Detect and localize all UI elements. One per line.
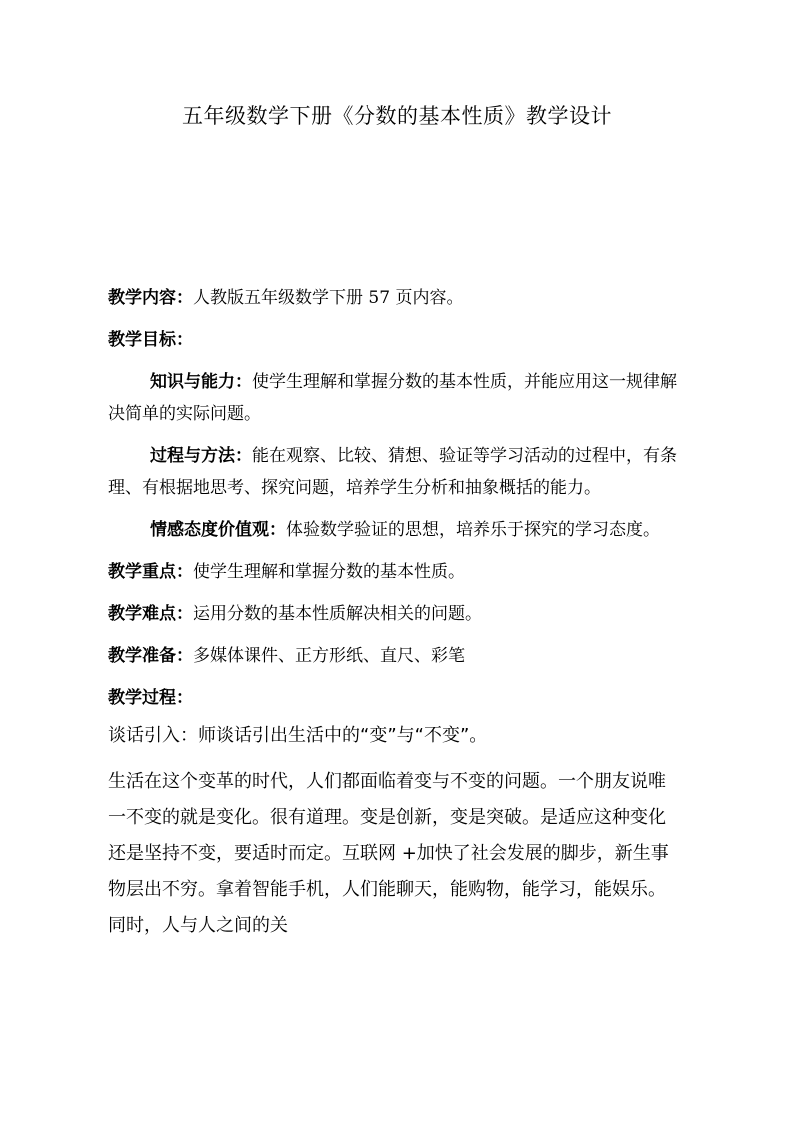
intro — [108, 720, 678, 752]
teaching-content — [108, 282, 678, 314]
goal-emotion-text: 体验数学验证的思想，培养乐于探究的学习态度。 — [286, 520, 660, 540]
teaching-process-heading — [108, 682, 678, 714]
teaching-goals-heading — [108, 324, 678, 356]
preparation — [108, 640, 678, 672]
goal-process-text: 能在观察、比较、猜想、验证等学习活动的过程中，有条理、有根据地思考、探究问题，培养学生分析和抽象概括的能力。 — [108, 446, 677, 498]
teaching-goals-label: 教学目标： — [108, 330, 193, 350]
teaching-process-label: 教学过程： — [108, 688, 193, 708]
document-body — [108, 282, 678, 944]
intro-label: 谈话引入： — [108, 725, 198, 746]
story-paragraph: 生活在这个变革的时代，人们都面临着变与不变的问题。一个朋友说唯一不变的就是变化。很有道理。变是创新，变是突破。是适应这种变化还是坚持不变，要适时而定。互联网 +加快了社会发展的脚步，新生事物层出不穷。拿着智能手机，人们能聊天，能购物，能学习，能娱乐。同时，人与人之间的关 — [108, 771, 669, 936]
document-title: 五年级数学下册《分数的基本性质》教学设计 — [182, 104, 612, 128]
teaching-content-label: 教学内容： — [108, 288, 193, 308]
difficulty-text: 运用分数的基本性质解决相关的问题。 — [193, 604, 482, 624]
key-point-text: 使学生理解和掌握分数的基本性质。 — [193, 562, 465, 582]
difficulty — [108, 598, 678, 630]
goal-knowledge — [108, 366, 678, 430]
intro-text: 师谈话引出生活中的“变”与“不变”。 — [198, 725, 488, 746]
goal-process — [108, 440, 678, 504]
goal-emotion-label: 情感态度价值观： — [150, 520, 286, 540]
goal-process-label: 过程与方法： — [150, 446, 252, 466]
preparation-text: 多媒体课件、正方形纸、直尺、彩笔 — [193, 646, 465, 666]
goal-knowledge-label: 知识与能力： — [150, 372, 252, 392]
key-point — [108, 556, 678, 588]
goal-emotion — [108, 514, 678, 546]
preparation-label: 教学准备： — [108, 646, 193, 666]
key-point-label: 教学重点： — [108, 562, 193, 582]
difficulty-label: 教学难点： — [108, 604, 193, 624]
teaching-content-text: 人教版五年级数学下册 57 页内容。 — [193, 288, 464, 308]
goal-knowledge-text: 使学生理解和掌握分数的基本性质，并能应用这一规律解决简单的实际问题。 — [108, 372, 677, 424]
